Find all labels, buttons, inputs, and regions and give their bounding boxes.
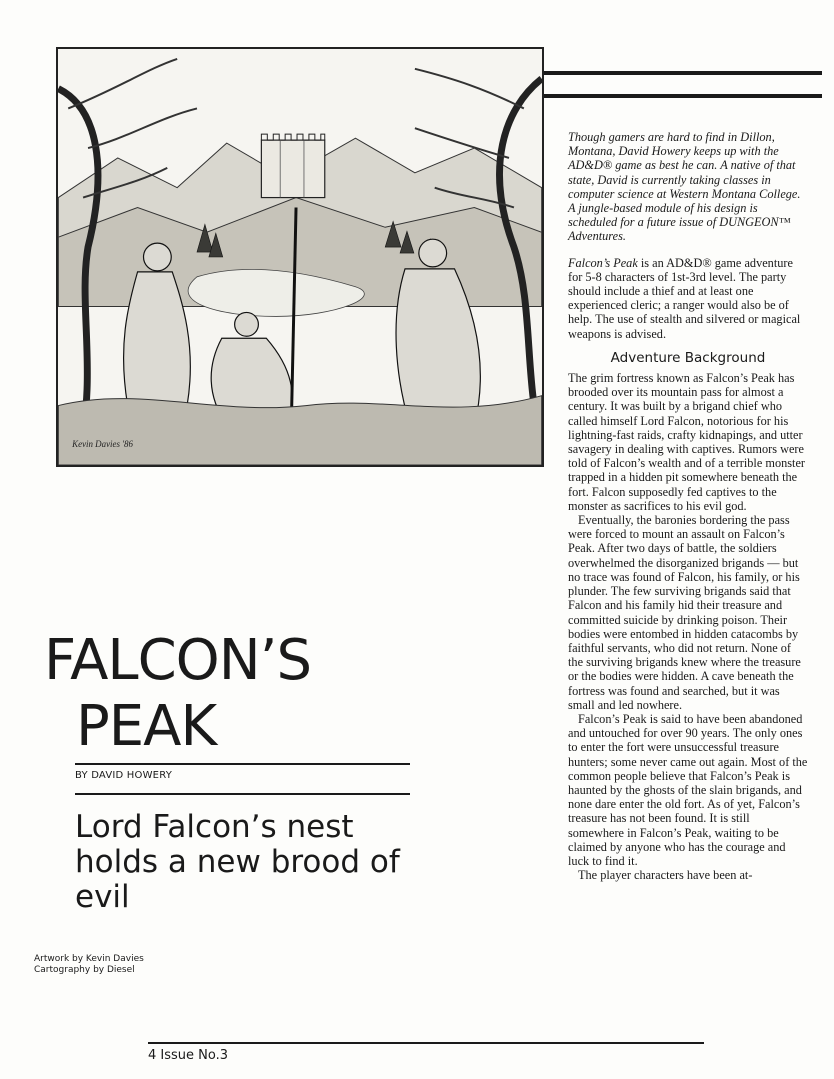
paragraph: Eventually, the baronies bordering the pass were forced to mount an assault on Falcon’s Peak. After two days of battle, the soldiers overwhelmed the disorganized brigands — but no trace was found of Falcon, his family, or his plunder. The few surviving brigands said that Falcon and his family hid their treasure and committed suicide by drinking poison. Their bodies were entombed in hidden catacombs by faithful servants, who did not return. None of the surviving brigands knew where the treasure or the bodies were hidden. A cave beneath the fortress was found and searched, but it was small and led nowhere. — [568, 513, 801, 712]
article-title — [44, 628, 311, 760]
title-line-2: PEAK — [76, 694, 217, 759]
author-bio: Though gamers are hard to find in Dillon, Montana, David Howery keeps up with the AD&D® game as best he can. A native of that state, David is currently taking classes in computer science at Western Montana College. A jungle-based module of his design is scheduled for a future issue of DUNGEON™ Adventures. — [568, 130, 801, 244]
paragraph: Falcon’s Peak is said to have been abandoned and untouched for over 90 years. The only ones to enter the fort were unsuccessful treasure hunters; some never came out again. Most of the common people believe that Falcon’s Peak is haunted by the ghosts of the slain brigands, and none dare enter the old fort. As of yet, Falcon’s treasure has not been found. It is still somewhere in Falcon’s Peak, waiting to be claimed by anyone who has the courage and luck to find it. — [568, 711, 808, 868]
intro-text: is an AD&D® game adventure for 5-8 characters of 1st-3rd level. The party should include a thief and at least one experienced cleric; a ranger would also be of help. The use of stealth and silvered or magical weapons is advised. — [568, 255, 801, 341]
subtitle: Lord Falcon’s nest holds a new brood of evil — [75, 809, 400, 915]
intro-title: Falcon’s Peak — [568, 255, 638, 270]
text-column — [568, 130, 808, 882]
cartography-credit: Cartography by Diesel — [34, 965, 135, 975]
footer-rule — [148, 1042, 704, 1044]
artist-signature: Kevin Davies '86 — [72, 439, 133, 450]
title-line-1: FALCON’S — [44, 628, 311, 693]
top-rule-1 — [544, 71, 822, 75]
fantasy-landscape-illustration — [58, 49, 542, 465]
credits — [34, 954, 144, 976]
page-footer: 4 Issue No.3 — [148, 1048, 229, 1063]
cover-illustration — [56, 47, 544, 467]
top-rule-2 — [544, 94, 822, 98]
byline: BY DAVID HOWERY — [75, 770, 173, 781]
adventure-intro — [568, 256, 808, 341]
section-heading: Adventure Background — [610, 349, 766, 366]
paragraph: The player characters have been at- — [578, 868, 753, 883]
paragraph: The grim fortress known as Falcon’s Peak has brooded over its mountain pass for almost a century. It was built by a brigand chief who called himself Lord Falcon, notorious for his lightning-fast raids, crafty kidnapings, and utter savagery in dealing with captives. Rumors were told of Falcon’s wealth and of a terrible monster trapped in a hidden pit somewhere beneath the fort. Falcon supposedly fed captives to the monster as sacrifices to his evil god. — [568, 371, 805, 513]
byline-rule-bottom — [75, 793, 410, 795]
castle-icon — [261, 134, 324, 197]
artwork-credit: Artwork by Kevin Davies — [34, 954, 144, 964]
byline-rule-top — [75, 763, 410, 765]
